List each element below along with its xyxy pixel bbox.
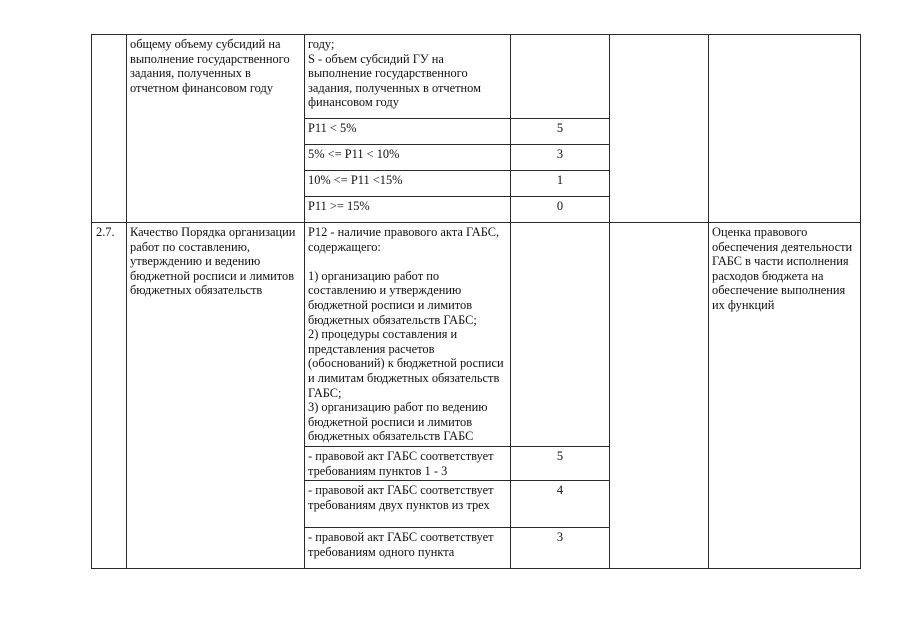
condition-cell: - правовой акт ГАБС соответствует требованиям одного пункта [305,528,511,569]
condition-cell: - правовой акт ГАБС соответствует требованиям двух пунктов из трех [305,481,511,528]
table-row [92,223,861,447]
criteria-table [91,34,861,569]
table-row [92,35,861,119]
score-cell: 5 [511,119,610,145]
empty-cell [610,35,709,223]
score-cell: 3 [511,528,610,569]
criterion-cell: общему объему субсидий на выполнение государственного задания, полученных в отчетном финансовом году [127,35,305,223]
score-cell: 4 [511,481,610,528]
formula-cell: году; S - объем субсидий ГУ на выполнение государственного задания, полученных в отчетном финансовом году [305,35,511,119]
condition-cell: P11 >= 15% [305,197,511,223]
score-cell: 0 [511,197,610,223]
empty-cell [610,223,709,569]
empty-cell [511,223,610,447]
empty-cell [511,35,610,119]
number-cell [92,35,127,223]
score-cell: 3 [511,145,610,171]
formula-cell: P12 - наличие правового акта ГАБС, содержащего: 1) организацию работ по составлению и утверждению бюджетной росписи и лимитов бюджетных обязательств ГАБС; 2) процедуры составления и представления расчетов (обоснований) к бюджетной росписи и лимитам бюджетных обязательств ГАБС; 3) организацию работ по ведению бюджетной росписи и лимитов бюджетных обязательств ГАБС [305,223,511,447]
condition-cell: 10% <= P11 <15% [305,171,511,197]
comment-cell: Оценка правового обеспечения деятельности ГАБС в части исполнения расходов бюджета на обеспечение выполнения их функций [709,223,861,569]
comment-cell [709,35,861,223]
criterion-cell: Качество Порядка организации работ по составлению, утверждению и ведению бюджетной росписи и лимитов бюджетных обязательств [127,223,305,569]
condition-cell: P11 < 5% [305,119,511,145]
score-cell: 1 [511,171,610,197]
condition-cell: 5% <= P11 < 10% [305,145,511,171]
score-cell: 5 [511,447,610,481]
number-cell: 2.7. [92,223,127,569]
condition-cell: - правовой акт ГАБС соответствует требованиям пунктов 1 - 3 [305,447,511,481]
